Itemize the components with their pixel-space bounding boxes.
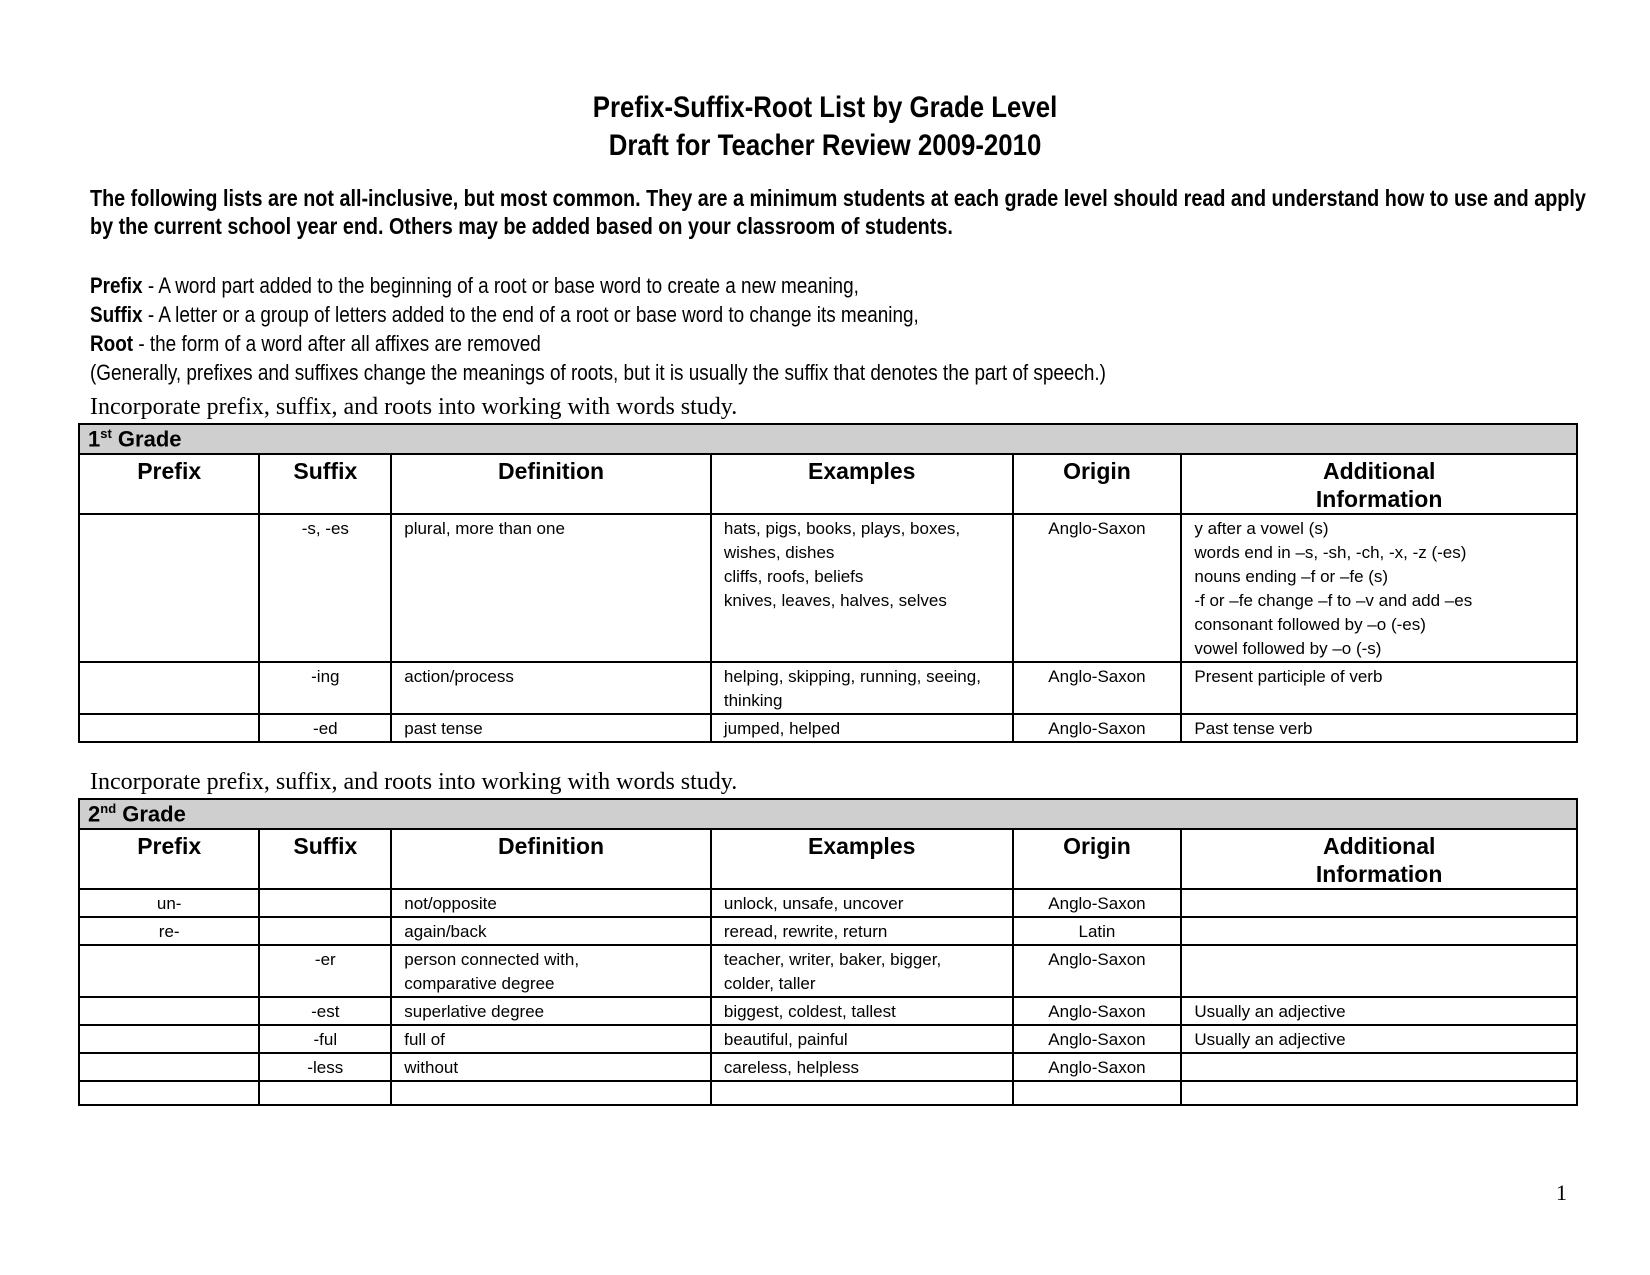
cell-definition xyxy=(391,889,711,917)
cell-origin xyxy=(1013,945,1182,997)
column-header-examples: Examples xyxy=(711,829,1013,889)
page-number: 1 xyxy=(1556,1180,1567,1205)
cell-text: without xyxy=(404,1058,459,1077)
cell-definition xyxy=(391,714,711,742)
grade-header xyxy=(79,424,1577,454)
definition-text: - A word part added to the beginning of a root or base word to create a new meaning, xyxy=(142,273,859,298)
cell-prefix xyxy=(79,1081,259,1105)
cell-prefix xyxy=(79,917,259,945)
cell-examples xyxy=(711,1053,1013,1081)
cell-text xyxy=(80,1082,258,1104)
table-row xyxy=(79,514,1577,662)
cell-text: Usually an adjective xyxy=(1194,1002,1346,1021)
cell-text: beautiful, painful xyxy=(723,1030,848,1049)
definition-term: Root xyxy=(90,331,134,356)
column-header-prefix: Prefix xyxy=(79,454,259,514)
cell-text: -er xyxy=(314,950,336,969)
cell-info xyxy=(1181,945,1577,997)
definition-term: Prefix xyxy=(90,273,143,298)
cell-text: -est xyxy=(311,1002,340,1021)
column-header-info: Additional Information xyxy=(1181,454,1577,514)
table-row xyxy=(79,945,1577,997)
cell-text: biggest, coldest, tallest xyxy=(723,1002,896,1021)
cell-text: Present participle of verb xyxy=(1194,667,1383,686)
cell-text: Usually an adjective xyxy=(1194,1030,1346,1049)
cell-info xyxy=(1181,917,1577,945)
cell-origin xyxy=(1013,997,1182,1025)
cell-text xyxy=(260,1082,390,1104)
cell-text: Anglo-Saxon xyxy=(1048,1058,1146,1077)
cell-text: not/opposite xyxy=(404,894,497,913)
cell-text: Anglo-Saxon xyxy=(1048,950,1146,969)
cell-suffix xyxy=(259,945,391,997)
definition-prefix xyxy=(90,271,1483,300)
cell-text: action/process xyxy=(404,667,514,686)
cell-definition xyxy=(391,1081,711,1105)
cell-text xyxy=(1182,918,1576,920)
cell-text: Anglo-Saxon xyxy=(1048,894,1146,913)
cell-text xyxy=(260,918,390,920)
cell-suffix xyxy=(259,1053,391,1081)
cell-text: plural, more than one xyxy=(404,519,565,538)
cell-origin xyxy=(1013,1081,1182,1105)
cell-examples xyxy=(711,917,1013,945)
definition-text: - the form of a word after all affixes are removed xyxy=(133,331,541,356)
cell-text: -ing xyxy=(311,667,340,686)
table-row xyxy=(79,917,1577,945)
cell-text: again/back xyxy=(404,922,487,941)
grade1-table xyxy=(78,423,1578,743)
cell-info xyxy=(1181,1053,1577,1081)
cell-text xyxy=(80,946,258,948)
cell-text: Anglo-Saxon xyxy=(1048,1030,1146,1049)
cell-text xyxy=(260,890,390,892)
cell-text xyxy=(80,1026,258,1028)
cell-prefix xyxy=(79,997,259,1025)
cell-text: careless, helpless xyxy=(723,1058,859,1077)
grade1-caption: Incorporate prefix, suffix, and roots into working with words study. xyxy=(90,394,738,420)
grade2-caption: Incorporate prefix, suffix, and roots into working with words study. xyxy=(90,769,738,795)
cell-prefix xyxy=(79,945,259,997)
definitions-block xyxy=(90,271,1483,387)
cell-text xyxy=(80,715,258,717)
grade-number: 1 xyxy=(88,426,101,452)
cell-examples xyxy=(711,714,1013,742)
cell-text: Anglo-Saxon xyxy=(1048,719,1146,738)
table-row xyxy=(79,1053,1577,1081)
cell-text: hats, pigs, books, plays, boxes, wishes, dishes cliffs, roofs, beliefs knives, leaves, halves, selves xyxy=(723,519,961,610)
cell-text: person connected with, comparative degree xyxy=(404,950,580,993)
cell-prefix xyxy=(79,662,259,714)
cell-suffix xyxy=(259,1081,391,1105)
cell-origin xyxy=(1013,514,1182,662)
definition-suffix xyxy=(90,300,1483,329)
cell-suffix xyxy=(259,662,391,714)
cell-examples xyxy=(711,889,1013,917)
grade2-table xyxy=(78,798,1578,1106)
cell-suffix xyxy=(259,714,391,742)
grade-ordinal: st xyxy=(100,425,112,441)
cell-info xyxy=(1181,714,1577,742)
cell-text: jumped, helped xyxy=(723,719,841,738)
table-row xyxy=(79,889,1577,917)
cell-definition xyxy=(391,1025,711,1053)
cell-origin xyxy=(1013,1053,1182,1081)
table-row xyxy=(79,662,1577,714)
column-header-suffix: Suffix xyxy=(259,829,391,889)
cell-text xyxy=(1182,1054,1576,1056)
cell-suffix xyxy=(259,997,391,1025)
cell-prefix xyxy=(79,514,259,662)
table-row xyxy=(79,997,1577,1025)
column-header-info: Additional Information xyxy=(1181,829,1577,889)
cell-text: -ed xyxy=(313,719,338,738)
cell-text: Latin xyxy=(1078,922,1116,941)
cell-text: -less xyxy=(307,1058,344,1077)
column-header-definition: Definition xyxy=(391,829,711,889)
cell-text xyxy=(80,998,258,1000)
cell-text xyxy=(1182,890,1576,892)
cell-suffix xyxy=(259,514,391,662)
cell-definition xyxy=(391,945,711,997)
table-row xyxy=(79,714,1577,742)
cell-examples xyxy=(711,662,1013,714)
table-row xyxy=(79,1025,1577,1053)
cell-examples xyxy=(711,945,1013,997)
cell-origin xyxy=(1013,1025,1182,1053)
cell-info xyxy=(1181,1025,1577,1053)
grade-number: 2 xyxy=(88,801,101,827)
cell-info xyxy=(1181,1081,1577,1105)
cell-text: Past tense verb xyxy=(1194,719,1313,738)
cell-info xyxy=(1181,889,1577,917)
cell-origin xyxy=(1013,662,1182,714)
cell-prefix xyxy=(79,889,259,917)
cell-prefix xyxy=(79,714,259,742)
cell-definition xyxy=(391,917,711,945)
cell-info xyxy=(1181,514,1577,662)
cell-text: -ful xyxy=(313,1030,338,1049)
cell-text xyxy=(80,1054,258,1056)
cell-text: un- xyxy=(156,894,182,913)
column-header-origin: Origin xyxy=(1013,454,1182,514)
cell-text: teacher, writer, baker, bigger, colder, taller xyxy=(723,950,942,993)
grade-label: Grade xyxy=(111,426,182,452)
cell-text: y after a vowel (s) words end in –s, -sh, -ch, -x, -z (-es) nouns ending –f or –fe (s) -f or –fe change –f to –v and add –es consonant followed by –o (-es) vowel followed by –o (-s) xyxy=(1194,519,1473,658)
cell-origin xyxy=(1013,917,1182,945)
cell-prefix xyxy=(79,1025,259,1053)
document-subtitle: Draft for Teacher Review 2009-2010 xyxy=(608,129,1042,162)
cell-info xyxy=(1181,997,1577,1025)
cell-text: reread, rewrite, return xyxy=(723,922,888,941)
cell-text: unlock, unsafe, uncover xyxy=(723,894,904,913)
cell-text: Anglo-Saxon xyxy=(1048,667,1146,686)
cell-text: re- xyxy=(158,922,180,941)
document-title: Prefix-Suffix-Root List by Grade Level xyxy=(592,91,1058,124)
cell-text xyxy=(1014,1082,1181,1104)
grade-label: Grade xyxy=(116,801,186,827)
cell-text xyxy=(1182,946,1576,948)
cell-text: -s, -es xyxy=(301,519,349,538)
cell-prefix xyxy=(79,1053,259,1081)
cell-definition xyxy=(391,1053,711,1081)
cell-text: past tense xyxy=(404,719,483,738)
cell-origin xyxy=(1013,714,1182,742)
cell-suffix xyxy=(259,889,391,917)
definition-term: Suffix xyxy=(90,302,143,327)
column-header-prefix: Prefix xyxy=(79,829,259,889)
table-row xyxy=(79,1081,1577,1105)
cell-definition xyxy=(391,662,711,714)
cell-info xyxy=(1181,662,1577,714)
cell-text xyxy=(712,1082,1012,1104)
column-header-origin: Origin xyxy=(1013,829,1182,889)
cell-text: Anglo-Saxon xyxy=(1048,1002,1146,1021)
cell-text xyxy=(1182,1082,1576,1104)
cell-text: superlative degree xyxy=(404,1002,545,1021)
cell-text: full of xyxy=(404,1030,445,1049)
cell-text xyxy=(80,515,258,517)
column-header-suffix: Suffix xyxy=(259,454,391,514)
column-header-examples: Examples xyxy=(711,454,1013,514)
definitions-note: (Generally, prefixes and suffixes change the meanings of roots, but it is usually the suffix that denotes the part of speech.) xyxy=(90,360,1106,385)
cell-text xyxy=(392,1082,710,1104)
cell-text: helping, skipping, running, seeing, thinking xyxy=(723,667,981,710)
cell-suffix xyxy=(259,1025,391,1053)
cell-examples xyxy=(711,1025,1013,1053)
definition-text: - A letter or a group of letters added to the end of a root or base word to change its meaning, xyxy=(142,302,919,327)
grade-header xyxy=(79,799,1577,829)
cell-text: Anglo-Saxon xyxy=(1048,519,1146,538)
cell-examples xyxy=(711,514,1013,662)
cell-examples xyxy=(711,997,1013,1025)
cell-definition xyxy=(391,997,711,1025)
column-header-definition: Definition xyxy=(391,454,711,514)
cell-origin xyxy=(1013,889,1182,917)
cell-definition xyxy=(391,514,711,662)
cell-examples xyxy=(711,1081,1013,1105)
cell-suffix xyxy=(259,917,391,945)
grade-ordinal: nd xyxy=(100,800,117,816)
definition-root xyxy=(90,329,1483,358)
cell-text xyxy=(80,663,258,665)
intro-paragraph: The following lists are not all-inclusive, but most common. They are a minimum students at each grade level should read and understand how to use and apply by the current school year end. Others may be added based on your classroom of students. xyxy=(90,185,1586,239)
